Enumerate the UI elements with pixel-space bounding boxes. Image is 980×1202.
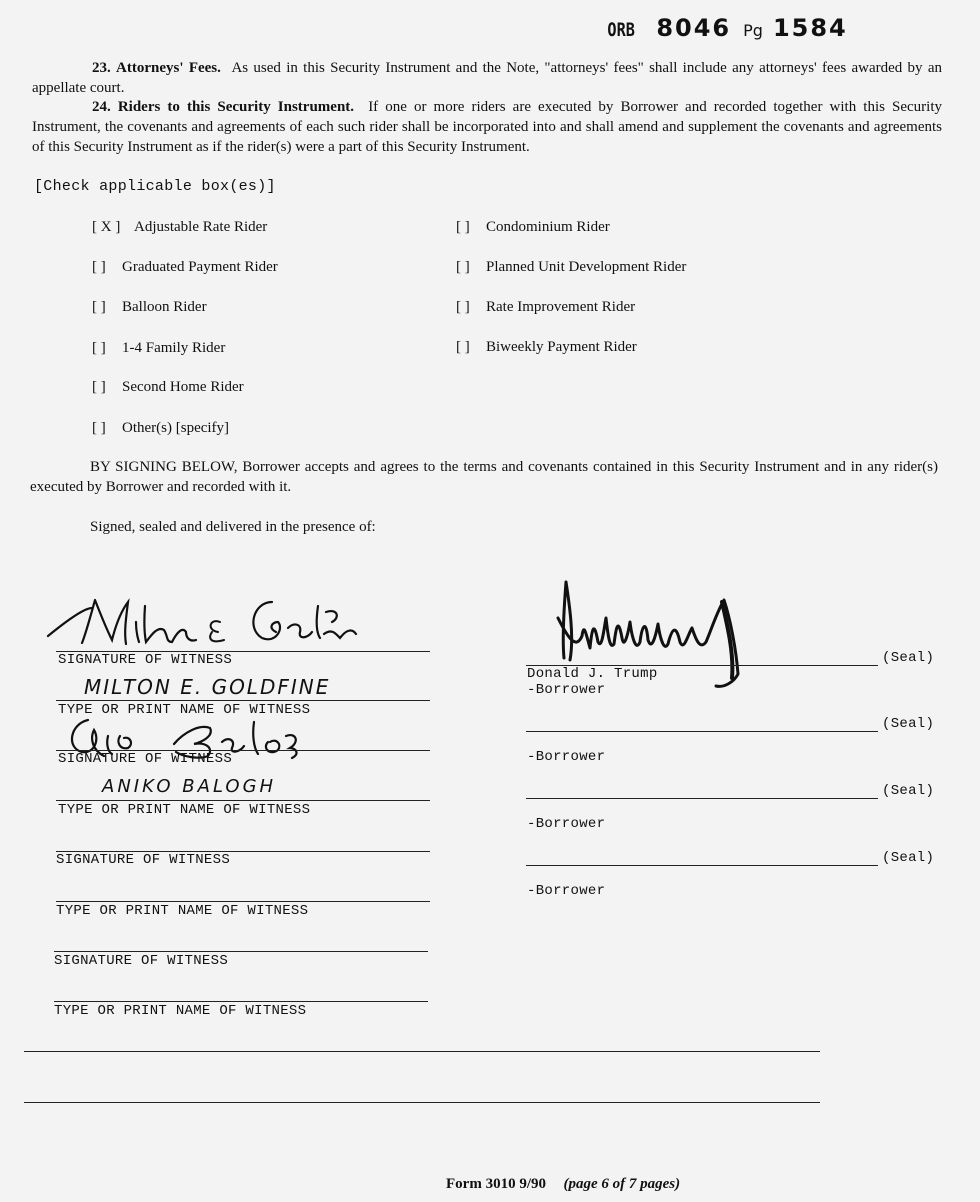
page-indicator: (page 6 of 7 pages) <box>563 1176 681 1192</box>
section-24-heading: Riders to this Security Instrument. <box>117 99 355 115</box>
page-label: Pg <box>743 21 763 40</box>
witness-1-signature <box>40 588 370 658</box>
rider-label: Biweekly Payment Rider <box>486 339 637 355</box>
borrower-3-role: -Borrower <box>527 816 606 832</box>
section-24-paragraph <box>32 97 942 157</box>
borrower-2-seal: (Seal) <box>882 716 935 732</box>
checkbox-empty: [ ] <box>92 420 106 436</box>
blank-line-1 <box>24 1051 820 1052</box>
rider-planned-unit-development <box>456 257 686 277</box>
checkbox-empty: [ ] <box>456 259 470 275</box>
borrower-3-seal: (Seal) <box>882 783 935 799</box>
checkbox-empty: [ ] <box>456 339 470 355</box>
checkbox-empty: [ ] <box>92 379 106 395</box>
borrower-1-role: -Borrower <box>527 682 606 698</box>
rider-balloon <box>92 297 207 317</box>
rider-label: Balloon Rider <box>122 299 207 315</box>
witness-2-name-line <box>56 800 430 801</box>
rider-label: 1-4 Family Rider <box>122 340 226 356</box>
witness-2-printed-name: ANIKO BALOGH <box>102 776 277 797</box>
section-24-text: If one or more riders are executed by Borrower and recorded together with this Security Instrument, the covenants and agreements of each such rider shall be incorporated into and shall amend and supplement the covenants and agreements of this Security Instrument as if the rider(s) were a part of this Security Instrument. <box>32 99 943 155</box>
checkbox-empty: [ ] <box>92 259 106 275</box>
borrower-4-signature-line <box>526 865 878 866</box>
rider-label: Graduated Payment Rider <box>122 259 278 275</box>
rider-rate-improvement <box>456 297 635 317</box>
witness-3-name-line <box>56 901 430 902</box>
rider-label: Planned Unit Development Rider <box>486 259 687 275</box>
borrower-3-signature-line <box>526 798 878 799</box>
form-number: Form 3010 9/90 <box>446 1176 546 1192</box>
footer <box>446 1174 680 1194</box>
section-23-number: 23. <box>92 60 111 76</box>
borrower-1-seal: (Seal) <box>882 650 935 666</box>
rider-adjustable-rate <box>92 217 267 237</box>
borrower-4-seal: (Seal) <box>882 850 935 866</box>
section-23-paragraph <box>32 58 942 98</box>
presence-statement: Signed, sealed and delivered in the presence of: <box>90 519 376 535</box>
witness-3-name-caption: TYPE OR PRINT NAME OF WITNESS <box>56 903 309 919</box>
witness-1-signature-caption: SIGNATURE OF WITNESS <box>58 652 233 668</box>
rider-second-home <box>92 377 244 397</box>
witness-4-name-caption: TYPE OR PRINT NAME OF WITNESS <box>54 1003 307 1019</box>
section-23-text: As used in this Security Instrument and the Note, "attorneys' fees" shall include any attorneys' fees awarded by an appellate court. <box>32 60 943 96</box>
witness-2-name-caption: TYPE OR PRINT NAME OF WITNESS <box>58 802 311 818</box>
checkbox-empty: [ ] <box>456 299 470 315</box>
section-23-heading: Attorneys' Fees. <box>116 60 221 76</box>
witness-4-signature-line <box>54 951 428 952</box>
rider-others <box>92 418 229 438</box>
witness-1-name-line <box>56 700 430 701</box>
borrower-2-role: -Borrower <box>527 749 606 765</box>
checkbox-empty: [ ] <box>456 219 470 235</box>
borrower-2-signature-line <box>526 731 878 732</box>
witness-2-signature-caption: SIGNATURE OF WITNESS <box>58 751 233 767</box>
witness-4-name-line <box>54 1001 428 1002</box>
rider-graduated-payment <box>92 257 278 277</box>
rider-label: Rate Improvement Rider <box>486 299 636 315</box>
rider-label: Other(s) [specify] <box>122 420 230 436</box>
check-instruction: [Check applicable box(es)] <box>34 178 276 195</box>
rider-condominium <box>456 217 610 237</box>
rider-label: Condominium Rider <box>486 219 610 235</box>
book-label: ORB <box>607 19 635 41</box>
witness-1-name-caption: TYPE OR PRINT NAME OF WITNESS <box>58 702 311 718</box>
book-number: 8046 <box>656 14 732 42</box>
checkbox-empty: [ ] <box>92 340 106 356</box>
witness-4-signature-caption: SIGNATURE OF WITNESS <box>54 953 229 969</box>
section-24-number: 24. <box>92 99 111 115</box>
blank-line-2 <box>24 1102 820 1103</box>
page-number: 1584 <box>772 14 848 42</box>
witness-1-printed-name: MILTON E. GOLDFINE <box>84 675 331 699</box>
rider-label: Adjustable Rate Rider <box>134 219 268 235</box>
rider-label: Second Home Rider <box>122 379 244 395</box>
rider-biweekly-payment <box>456 337 637 357</box>
signing-statement: BY SIGNING BELOW, Borrower accepts and agrees to the terms and covenants contained in this Security Instrument and in any rider(s) executed by Borrower and recorded with it. <box>30 459 938 495</box>
rider-1-4-family <box>92 338 225 358</box>
checkbox-checked: [ X ] <box>92 219 121 235</box>
borrower-4-role: -Borrower <box>527 883 606 899</box>
borrower-1-name: Donald J. Trump <box>527 666 658 682</box>
checkbox-empty: [ ] <box>92 299 106 315</box>
recording-stamp <box>604 14 848 42</box>
witness-3-signature-caption: SIGNATURE OF WITNESS <box>56 852 231 868</box>
